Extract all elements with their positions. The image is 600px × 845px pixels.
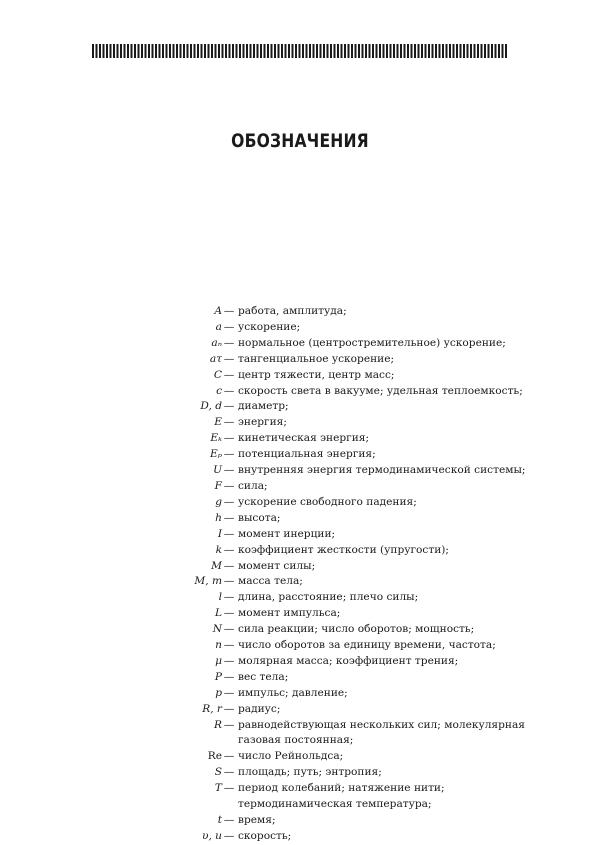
notation-description: внутренняя энергия термодинамической системы; [238,464,526,477]
notation-dash: — [223,543,235,556]
notation-entry [150,495,530,511]
notation-description: ускорение свободного падения; [238,495,417,508]
notation-description: диаметр; [238,400,289,413]
notation-dash: — [223,400,235,413]
notation-description: момент силы; [238,559,316,572]
notation-entry [150,622,530,638]
notation-entry [150,606,530,622]
notation-description: тангенциальное ускорение; [238,352,395,365]
notation-dash: — [223,686,235,699]
notation-dash: — [223,336,235,349]
notation-entry [150,463,530,479]
notation-description: вес тела; [238,670,289,683]
notation-entry [150,590,530,606]
notation-entry [150,781,530,813]
notation-dash: — [223,305,235,317]
notation-description: нормальное (центростремительное) ускорение; [238,336,506,349]
notation-dash: — [223,654,235,667]
notation-description: энергия; [238,416,287,429]
notation-symbol: υ, u [202,829,222,842]
notation-entry [150,702,530,718]
notation-description: длина, расстояние; плечо силы; [238,591,419,604]
notation-dash: — [223,814,235,826]
notation-description: момент инерции; [238,527,336,540]
notation-dash: — [223,766,235,779]
notation-symbol: I [217,527,222,540]
notation-dash: — [223,384,235,397]
notation-symbol: L [214,607,222,620]
notation-dash: — [223,607,235,620]
notation-entry [150,654,530,670]
notation-symbol: aτ [209,352,222,365]
notation-dash: — [223,448,235,461]
notation-symbol: p [215,686,222,699]
notation-description: число Рейнольдса; [238,750,344,763]
notation-entry [150,511,530,527]
notation-dash: — [223,639,235,652]
notation-dash: — [223,416,235,429]
notation-entry [150,479,530,495]
notation-dash: — [223,623,235,636]
notation-entry [150,813,530,829]
notation-entry [150,399,530,415]
notation-description: период колебаний; натяжение нити; термодинамическая температура; [238,782,445,811]
notation-symbol: M, m [194,575,222,588]
notation-entry [150,638,530,654]
notation-description: коэффициент жесткости (упругости); [238,543,449,556]
notation-entry [150,543,530,559]
notation-symbol: M [211,559,222,572]
notation-list [150,304,530,845]
notation-entry [150,527,530,543]
notation-entry [150,765,530,781]
notation-dash: — [223,670,235,683]
notation-dash: — [223,368,235,381]
notation-symbol: F [214,479,222,492]
notation-dash: — [223,575,235,588]
notation-entry [150,559,530,575]
notation-symbol: Re [207,750,222,763]
notation-description: молярная масса; коэффициент трения; [238,654,459,667]
notation-description: работа, амплитуда; [238,305,347,317]
notation-symbol: t [217,814,222,826]
notation-symbol: c [216,384,222,397]
notation-symbol: S [214,766,222,779]
notation-entry [150,574,530,590]
notation-entry [150,304,530,320]
notation-symbol: Eₚ [210,448,222,461]
notation-symbol: Eₖ [210,432,222,445]
notation-entry [150,670,530,686]
notation-symbol: N [212,623,222,636]
notation-symbol: l [218,591,222,604]
notation-symbol: D, d [200,400,222,413]
notation-entry [150,336,530,352]
notation-dash: — [223,479,235,492]
notation-symbol: E [214,416,222,429]
notation-dash: — [223,591,235,604]
notation-symbol: R [214,718,222,731]
notation-dash: — [223,527,235,540]
notation-description: скорость; [238,829,292,842]
notation-entry [150,415,530,431]
notation-symbol: P [214,670,222,683]
notation-dash: — [223,782,235,795]
notation-description: потенциальная энергия; [238,448,376,461]
notation-description: число оборотов за единицу времени, частота; [238,639,496,652]
decorative-header-bar [92,44,508,58]
notation-symbol: a [215,320,222,333]
notation-dash: — [223,464,235,477]
notation-description: импульс; давление; [238,686,348,699]
notation-entry [150,431,530,447]
notation-dash: — [223,829,235,842]
notation-dash: — [223,718,235,731]
notation-description: масса тела; [238,575,303,588]
notation-dash: — [223,511,235,524]
page-title: ОБОЗНАЧЕНИЯ [231,130,369,152]
notation-description: равнодействующая нескольких сил; молекулярная газовая постоянная; [238,718,525,747]
notation-description: время; [238,814,276,826]
notation-symbol: n [215,639,222,652]
notation-description: высота; [238,511,281,524]
notation-symbol: k [215,543,222,556]
notation-dash: — [223,320,235,333]
notation-dash: — [223,559,235,572]
notation-description: скорость света в вакууме; удельная теплоемкость; [238,384,523,397]
notation-description: момент импульса; [238,607,341,620]
notation-description: кинетическая энергия; [238,432,370,445]
notation-description: сила; [238,479,268,492]
notation-symbol: R, r [202,702,222,715]
notation-symbol: g [215,495,222,508]
notation-symbol: C [213,368,222,381]
notation-entry [150,686,530,702]
notation-entry [150,718,530,750]
notation-symbol: T [214,782,222,795]
notation-dash: — [223,432,235,445]
notation-entry [150,447,530,463]
notation-entry [150,368,530,384]
notation-description: ускорение; [238,320,301,333]
notation-symbol: μ [215,654,222,667]
notation-symbol: U [213,464,222,477]
notation-entry [150,749,530,765]
notation-description: площадь; путь; энтропия; [238,766,382,779]
notation-symbol: aₙ [211,336,222,349]
notation-entry [150,352,530,368]
notation-description: центр тяжести, центр масс; [238,368,395,381]
notation-entry [150,829,530,845]
notation-dash: — [223,702,235,715]
notation-entry [150,320,530,336]
notation-dash: — [223,495,235,508]
notation-symbol: h [215,511,222,524]
notation-dash: — [223,352,235,365]
notation-symbol: A [214,305,222,317]
notation-description: радиус; [238,702,281,715]
notation-dash: — [223,750,235,763]
notation-description: сила реакции; число оборотов; мощность; [238,623,475,636]
notation-entry [150,384,530,400]
